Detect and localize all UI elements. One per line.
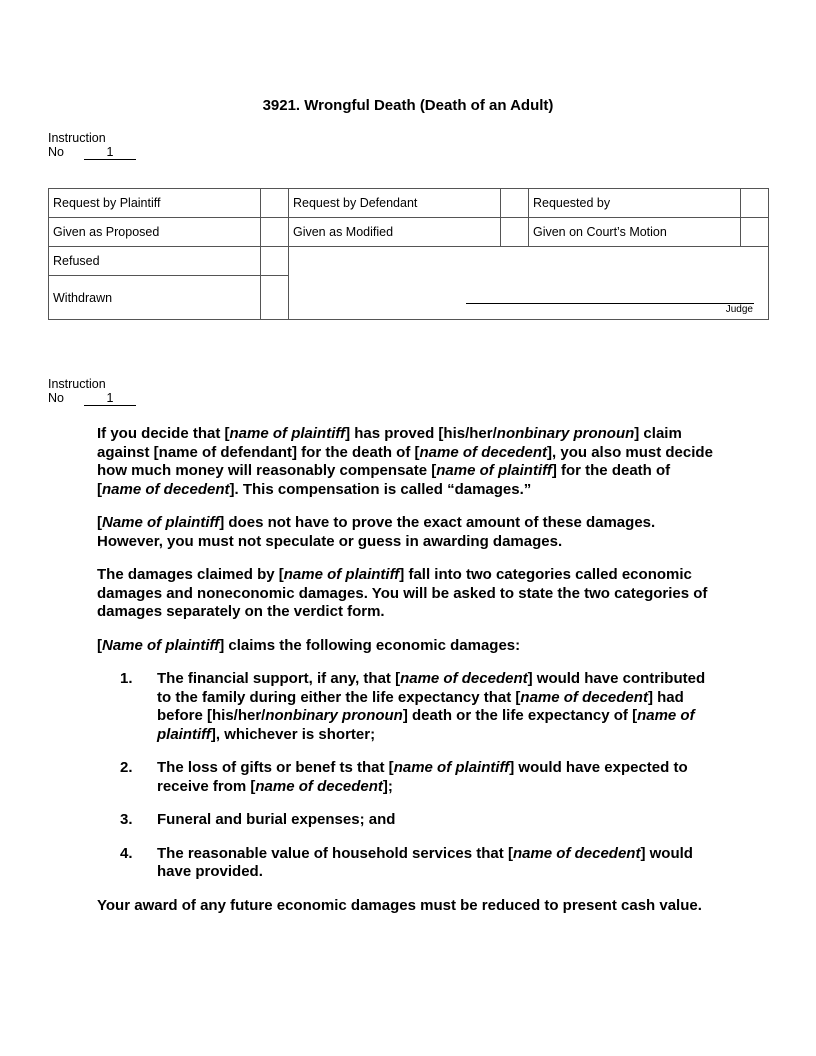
paragraph-present-value: Your award of any future economic damages must be reduced to present cash value.	[97, 896, 702, 914]
withdrawn-label: Withdrawn	[49, 276, 261, 320]
given-as-proposed-label: Given as Proposed	[49, 218, 261, 247]
given-on-courts-motion-label: Given on Court’s Motion	[528, 218, 740, 247]
list-item: 1. The financial support, if any, that [name of decedent] would have contributed to the family during either the life expectancy that [name of decedent] had before [his/her/nonbinary pronoun] death or the life expectancy of [name of plaintiff], whichever is shorter;	[120, 670, 706, 743]
instruction-number: 1	[84, 146, 136, 160]
instruction-number: 1	[84, 392, 136, 406]
no-label: No	[48, 391, 64, 405]
given-as-modified-label: Given as Modified	[288, 218, 500, 247]
request-by-defendant-box[interactable]	[501, 189, 529, 218]
given-as-proposed-box[interactable]	[261, 218, 289, 247]
request-by-plaintiff-box[interactable]	[261, 189, 289, 218]
judge-label: Judge	[725, 304, 753, 315]
paragraph-economic-claims: [Name of plaintiff] claims the following economic damages:	[97, 636, 521, 654]
list-item: 4. The reasonable value of household services that [name of decedent] would have provided.	[120, 844, 693, 880]
economic-damages-list	[97, 670, 717, 882]
paragraph-categories: The damages claimed by [name of plaintiff] fall into two categories called economic damages and noneconomic damages. You will be asked to state the two categories of damages separately on the verdict form.	[97, 566, 708, 620]
given-as-modified-box[interactable]	[501, 218, 529, 247]
page-title: 3921. Wrongful Death (Death of an Adult)	[262, 97, 554, 114]
given-on-courts-motion-box[interactable]	[741, 218, 769, 247]
list-item: 3. Funeral and burial expenses; and	[120, 811, 396, 828]
requested-by-box[interactable]	[741, 189, 769, 218]
instruction-label: Instruction	[48, 377, 106, 391]
paragraph-no-speculation: [Name of plaintiff] does not have to prove the exact amount of these damages. However, you must not speculate or guess in awarding damages.	[97, 514, 656, 550]
judge-signature-line[interactable]	[466, 303, 754, 304]
refused-label: Refused	[49, 247, 261, 276]
list-item: 2. The loss of gifts or benef ts that [name of plaintiff] would have expected to receive from [name of decedent];	[120, 759, 688, 795]
instruction-number-block-bottom	[48, 377, 136, 406]
request-by-defendant-label: Request by Defendant	[288, 189, 500, 218]
withdrawn-box[interactable]	[261, 276, 289, 320]
instruction-body	[97, 425, 717, 930]
requested-by-label: Requested by	[528, 189, 740, 218]
no-label: No	[48, 145, 64, 159]
request-status-table	[48, 188, 769, 320]
judge-signature-area	[288, 247, 768, 320]
request-by-plaintiff-label: Request by Plaintiff	[49, 189, 261, 218]
instruction-label: Instruction	[48, 131, 106, 145]
instruction-number-block-top	[48, 131, 136, 160]
refused-box[interactable]	[261, 247, 289, 276]
paragraph-damages-intro: If you decide that [name of plaintiff] has proved [his/her/nonbinary pronoun] claim against [name of defendant] for the death of [name of decedent], you also must decide how much money will reasonably compensate [name of plaintiff] for the death of [name of decedent]. This compensation is called “damages.”	[97, 425, 713, 498]
